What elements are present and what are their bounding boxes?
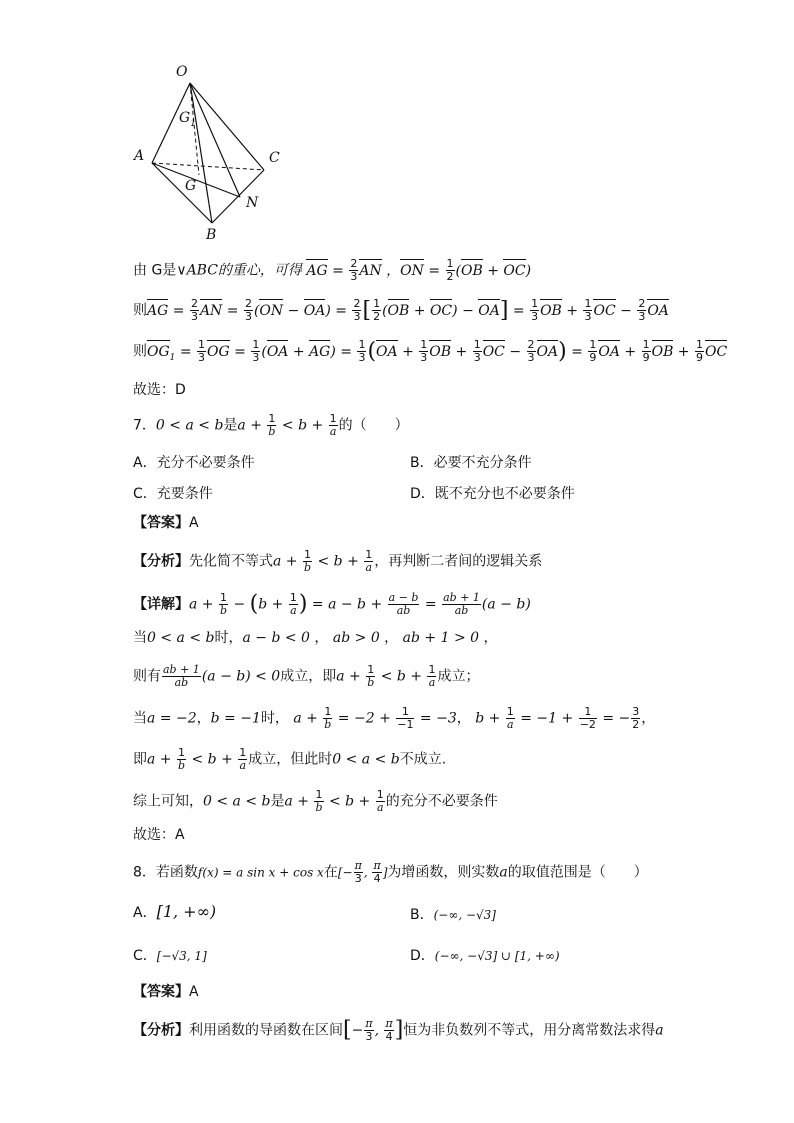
- question-7: 7．0 < a < b是a + $\frac{1}{b}$ < b + $\frac{1}{a}$ 的（ ）: [133, 412, 409, 438]
- choose-a: 故选：A: [133, 827, 185, 843]
- vertex-label-o: O: [176, 64, 188, 80]
- q7-detail: 【详解】a + $\frac{1}{b}$ − (b + $\frac{1}{a}$ ) = a − b + $\frac{a - b}{ab}$ = $\frac{ab + 1}{ab}$ (a − b): [133, 591, 531, 617]
- q7-summary: 综上可知，0 < a < b是a + $\frac{1}{b}$ < b + $\frac{1}{a}$ 的充分不必要条件: [133, 788, 498, 814]
- q7-conclusion-case: 即a + $\frac{1}{b}$ < b + $\frac{1}{a}$ 成立，但此时0 < a < b不成立.: [133, 746, 447, 772]
- q8-option-c[interactable]: C．[−√3, 1]: [133, 948, 207, 964]
- q7-analysis: 【分析】先化简不等式a + $\frac{1}{b}$ < b + $\frac{1}{a}$ ，再判断二者间的逻辑关系: [133, 548, 543, 574]
- q7-counterexample: 当a = −2，b = −1时， a + $\frac{1}{b}$ = −2 + $\frac{1}{-1}$ = −3， b + $\frac{1}{a}$ = −1 + $\frac{1}{-2}$ = − $\frac{3}{2}$ ，: [133, 705, 656, 731]
- choose-d: 故选：D: [133, 382, 186, 398]
- q7-option-a[interactable]: A．充分不必要条件: [133, 455, 255, 471]
- q8-option-a[interactable]: A．[1, +∞): [133, 902, 217, 921]
- vertex-label-a: A: [134, 148, 145, 164]
- q8-option-b[interactable]: B．(−∞, −√3]: [410, 907, 496, 923]
- vertex-label-b: B: [206, 227, 217, 243]
- q8-analysis: 【分析】利用函数的导函数在区间[− $\frac{\pi}{3}$ , $\frac{\pi}{4}$ ]恒为非负数列不等式，用分离常数法求得a: [133, 1017, 664, 1043]
- q7-answer: 【答案】A: [133, 515, 199, 531]
- point-label-n: N: [246, 195, 259, 211]
- point-label-g1: $G_1$: [179, 110, 196, 129]
- solution-line-centroid: 由 G是∨ABC的重心，可得 AG = $\frac{2}{3}$ AN ，ON = $\frac{1}{2}$ (OB + OC): [133, 257, 532, 283]
- q8-answer: 【答案】A: [133, 984, 199, 1000]
- tetrahedron-figure: [0, 0, 794, 250]
- q7-option-d[interactable]: D．既不充分也不必要条件: [410, 486, 575, 502]
- q7-option-b[interactable]: B．必要不充分条件: [410, 455, 532, 471]
- q7-then: 则有 $\frac{ab + 1}{ab}$ (a − b) < 0成立，即a + $\frac{1}{b}$ < b + $\frac{1}{a}$ 成立；: [133, 663, 480, 689]
- point-label-g: G: [185, 178, 197, 194]
- solution-line-og1: 则$OG_1$ = $\frac{1}{3}$ OG = $\frac{1}{3}$ (OA + AG) = $\frac{1}{3}$ (OA + $\frac{1}{3}$ OB + $\frac{1}{3}$ OC − $\frac{2}{3}$ OA) = $\frac{1}{9}$ OA + $\frac{1}{9}$ OB + $\frac{1}{9}$ OC: [133, 338, 728, 364]
- q7-case-positive: 当0 < a < b时，a − b < 0 ， ab > 0 ， ab + 1 > 0 ，: [133, 630, 498, 646]
- solution-line-ag: 则AG = $\frac{2}{3}$ AN = $\frac{2}{3}$ (ON − OA) = $\frac{2}{3}$ [ $\frac{1}{2}$ (OB + OC) − OA] = $\frac{1}{3}$ OB + $\frac{1}{3}$ OC − $\frac{2}{3}$ OA: [133, 297, 669, 323]
- q8-option-d[interactable]: D．(−∞, −√3] ∪ [1, +∞): [410, 948, 560, 964]
- vertex-label-c: C: [269, 150, 280, 166]
- q7-option-c[interactable]: C．充要条件: [133, 486, 213, 502]
- question-8: 8．若函数f(x) = a sin x + cos x在[− $\frac{\pi}{3}$ , $\frac{\pi}{4}$ ]为增函数，则实数a的取值范围是（ ）: [133, 859, 648, 885]
